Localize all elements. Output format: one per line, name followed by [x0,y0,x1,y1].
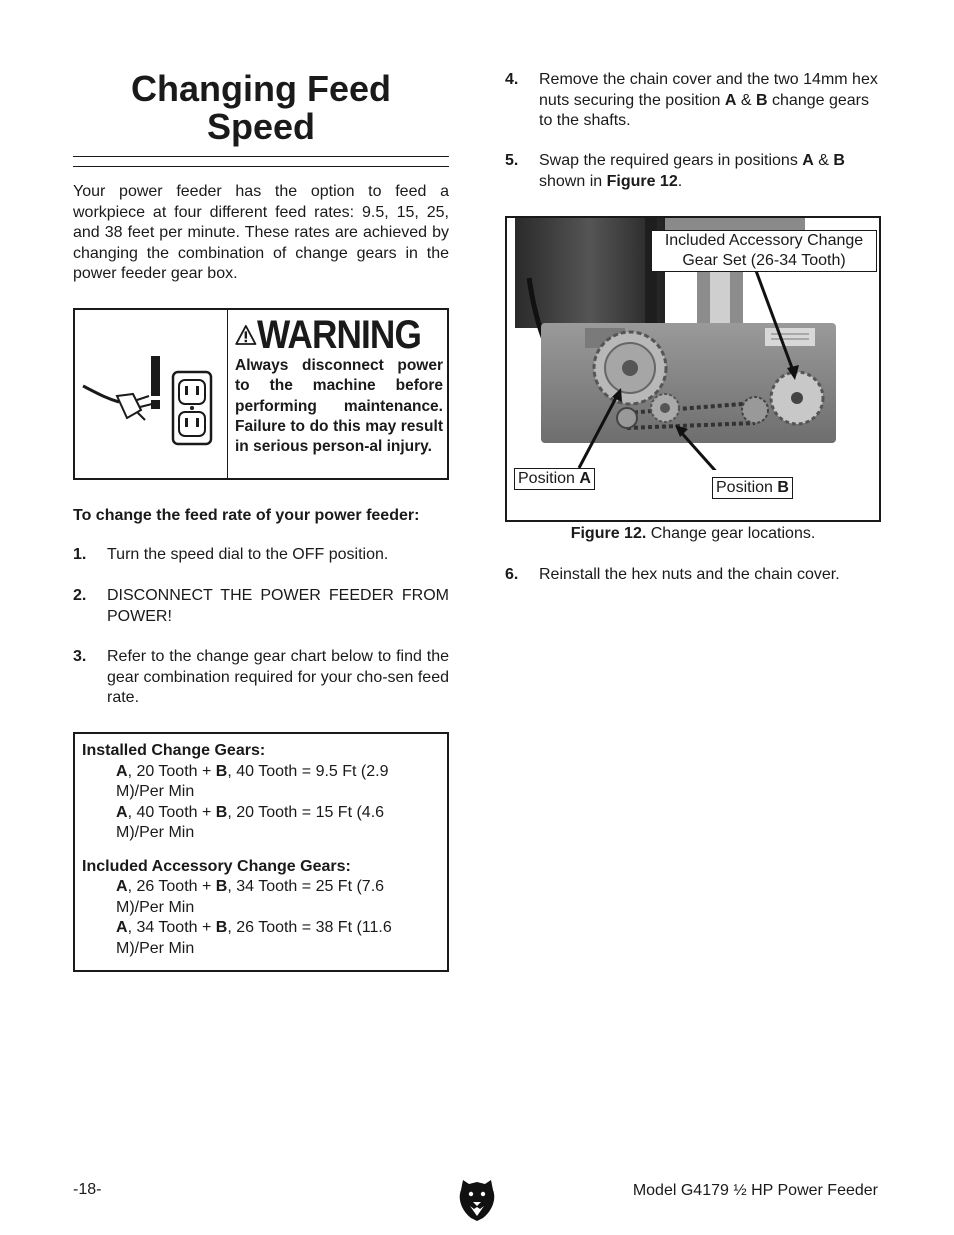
installed-gears-heading: Installed Change Gears: [82,742,266,759]
step-1 [73,545,449,566]
page-title [73,70,449,146]
step-number: 5. [505,152,519,169]
change-gear-chart [73,732,449,972]
step-4 [505,70,881,132]
step-number: 1. [73,546,87,563]
page-title-line-2: Speed [206,106,316,147]
step-number: 3. [73,648,87,665]
gear-combination: A, 34 Tooth + B, 26 Tooth = 38 Ft (11.6 M)/Per Min [116,919,392,957]
step-text: Reinstall the hex nuts and the chain cover. [539,566,840,583]
gear-combination: A, 20 Tooth + B, 40 Tooth = 9.5 Ft (2.9 M)/Per Min [116,762,389,800]
step-3 [73,647,449,709]
accessory-gear-callout: Included Accessory Change Gear Set (26-34 Tooth) [651,230,877,272]
warning-illustration [75,310,228,478]
warning-content [235,314,443,457]
title-rule-top [73,156,449,157]
page-title-line-1: Changing Feed [131,68,391,109]
step-text: Swap the required gears in positions A & B shown in Figure 12. [539,152,845,190]
step-number: 4. [505,71,519,88]
position-a-label: Position A [514,468,595,490]
warning-triangle-icon [235,318,257,352]
unplug-power-icon [75,310,228,478]
step-5 [505,151,881,192]
gear-position-a [594,332,666,404]
figure-caption: Figure 12. Change gear locations. [570,525,816,542]
accessory-gears-heading: Included Accessory Change Gears: [82,857,351,875]
warning-box [73,308,449,480]
page-number: -18- [73,1181,102,1198]
step-6 [505,565,881,586]
position-b-label: Position B [712,477,793,499]
step-text: Remove the chain cover and the two 14mm hex nuts securing the position A & B change gears to the shafts. [539,71,878,129]
step-text: DISCONNECT THE POWER FEEDER FROM POWER! [107,587,449,625]
step-number: 6. [505,566,519,583]
warning-heading: WARNING [256,313,421,357]
gear-combination: A, 26 Tooth + B, 34 Tooth = 25 Ft (7.6 M)/Per Min [116,878,385,916]
procedure-lead: To change the feed rate of your power feeder: [73,507,420,524]
title-rule-bottom [73,166,449,167]
warning-text: Always disconnect power to the machine before performing maintenance. Failure to do this may result in serious person-al injury. [235,357,443,456]
gear-combination: A, 40 Tooth + B, 20 Tooth = 15 Ft (4.6 M)/Per Min [116,803,385,841]
step-number: 2. [73,587,87,604]
warning-header [235,314,443,356]
intro-paragraph: Your power feeder has the option to feed a workpiece at four different feed rates: 9.5, 15, 25, and 38 feet per minute. These rates are achieved by changing the combination of change gears in the power feeder gear box. [73,183,449,282]
figure-12 [505,216,881,522]
grizzly-bear-logo-icon [457,1176,497,1222]
model-footer: Model G4179 ½ HP Power Feeder [632,1182,878,1199]
step-text: Turn the speed dial to the OFF position. [107,546,389,563]
step-text: Refer to the change gear chart below to find the gear combination required for your cho-sen feed rate. [107,648,449,706]
gear-position-b [771,372,823,424]
step-2 [73,586,449,627]
